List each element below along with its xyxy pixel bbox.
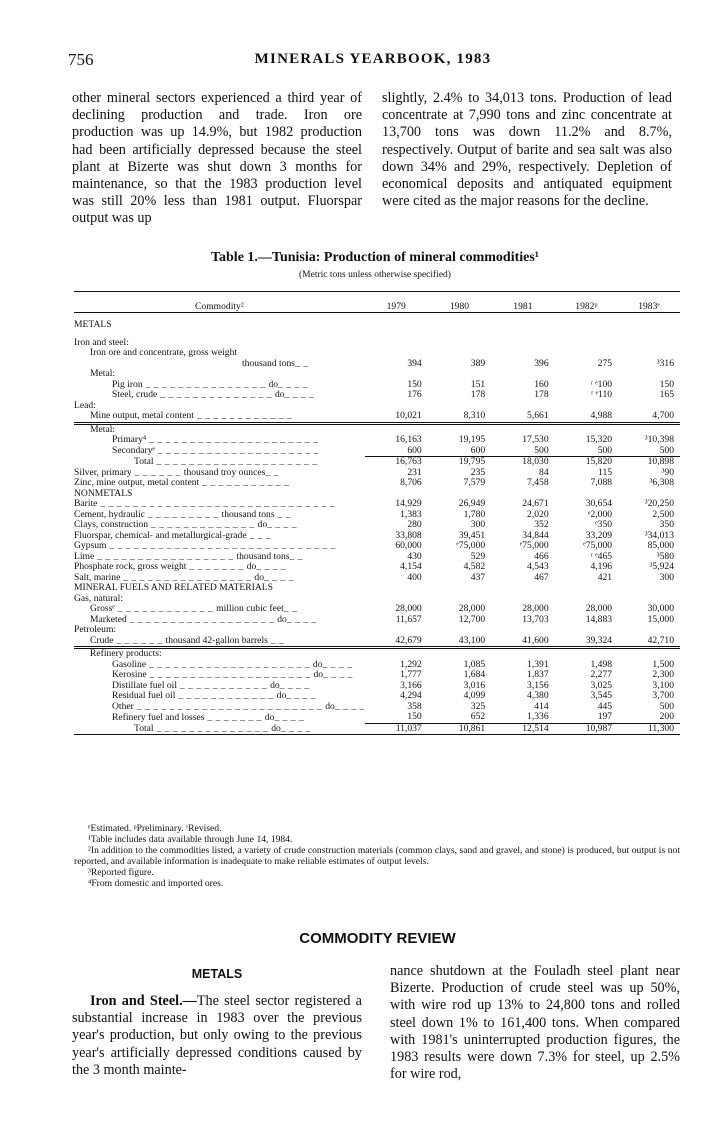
table-cell: 4,988 bbox=[590, 410, 613, 421]
table-cell: 4,582 bbox=[463, 561, 486, 572]
table-cell: 12,700 bbox=[458, 613, 486, 625]
table-cell: 3,166 bbox=[400, 679, 422, 691]
table-cell: 500 bbox=[659, 700, 674, 712]
table-cell: 30,000 bbox=[647, 603, 674, 614]
table-cell: 4,154 bbox=[400, 561, 422, 572]
table-cell: 394 bbox=[407, 357, 422, 369]
table-cell: 350 bbox=[659, 519, 674, 530]
table-row: Pig iron _ _ _ _ _ _ _ _ _ _ _ _ _ _ _ do_ _ _ _ 150 151 160 ʳ ᵉ100 150 bbox=[74, 380, 680, 391]
table-cell: 4,294 bbox=[400, 690, 422, 701]
table-cell: 12,514 bbox=[522, 722, 549, 734]
table-cell: 3,156 bbox=[527, 679, 549, 691]
table-cell: 11,300 bbox=[647, 722, 674, 734]
table-cell: 30,654 bbox=[585, 498, 613, 509]
table-cell: 3,100 bbox=[652, 679, 674, 691]
table-cell: 2,300 bbox=[652, 669, 674, 680]
table-cell: 400 bbox=[407, 571, 422, 583]
production-table bbox=[74, 291, 680, 735]
table-cell: 1,780 bbox=[463, 508, 486, 520]
table-cell: 500 bbox=[597, 444, 613, 456]
table-cell: ʳ ᵉ465 bbox=[590, 550, 613, 562]
table-cell: 414 bbox=[534, 700, 549, 712]
table-cell: 1,391 bbox=[527, 658, 549, 670]
review-right-text: nance shutdown at the Fouladh steel plant near Bizerte. Production of crude steel was up 50%, with wire rod up 13% to 24,800 tons and rolled steel down 1% to 161,400 tons. When compared with 1981's uninterrupted production figures, the 1983 results were down 7.3% for steel, up 2.5% for wire rod, bbox=[390, 963, 680, 1083]
table-row: Iron ore and concentrate, gross weight bbox=[90, 347, 238, 358]
table-row: Primary⁴ _ _ _ _ _ _ _ _ _ _ _ _ _ _ _ _ _ _ _ _ _ 16,163 19,195 17,530 15,320 ³10,398 bbox=[74, 435, 680, 446]
table-cell: 7,458 bbox=[527, 477, 549, 488]
table-cell: 85,000 bbox=[647, 540, 674, 551]
table-cell: 3,545 bbox=[590, 690, 613, 701]
table-cell: 14,929 bbox=[395, 498, 422, 509]
table-cell: 300 bbox=[470, 519, 486, 530]
table-cell: 42,679 bbox=[395, 634, 422, 646]
table-cell: 33,808 bbox=[395, 529, 422, 541]
table-row: Gypsum _ _ _ _ _ _ _ _ _ _ _ _ _ _ _ _ _ _ _ _ _ _ _ _ _ _ _ _ 60,000 ᵉ75,000 ᵉ75,000 ᵉ75,000 85,000 bbox=[74, 541, 680, 552]
table-cell: 2,020 bbox=[527, 508, 549, 520]
table-row: Metal: bbox=[90, 368, 116, 379]
table-row: Total _ _ _ _ _ _ _ _ _ _ _ _ _ _ _ _ _ _ _ _ 16,763 19,795 18,030 15,820 10,898 bbox=[74, 457, 680, 468]
table-cell: 231 bbox=[407, 466, 422, 478]
table-row: Other _ _ _ _ _ _ _ _ _ _ _ _ _ _ _ _ _ _ _ _ _ _ _ do_ _ _ _ 358 325 414 445 500 bbox=[74, 702, 680, 713]
table-cell: 358 bbox=[407, 700, 422, 712]
table-row: Distillate fuel oil _ _ _ _ _ _ _ _ _ _ _ do_ _ _ _ 3,166 3,016 3,156 3,025 3,100 bbox=[74, 681, 680, 692]
table-row: Zinc, mine output, metal content _ _ _ _ _ _ _ _ _ _ _ 8,706 7,579 7,458 7,088 ³6,308 bbox=[74, 478, 680, 489]
table-cell: 39,451 bbox=[458, 529, 486, 541]
table-cell: 1,837 bbox=[527, 669, 549, 680]
table-row: Kerosine _ _ _ _ _ _ _ _ _ _ _ _ _ _ _ _ _ _ _ _ do_ _ _ _ 1,777 1,684 1,837 2,277 2,300 bbox=[74, 670, 680, 681]
table-cell: ³90 bbox=[661, 466, 674, 478]
table-row: Marketed _ _ _ _ _ _ _ _ _ _ _ _ _ _ _ _ _ _ do_ _ _ _ 11,657 12,700 13,703 14,883 15,000 bbox=[74, 615, 680, 626]
table-cell: 150 bbox=[659, 378, 674, 390]
table-cell: 15,320 bbox=[585, 434, 613, 445]
table-cell: 43,100 bbox=[458, 634, 486, 646]
col-commodity: Commodity² bbox=[74, 292, 365, 313]
table-row: Refinery products: bbox=[90, 648, 162, 659]
table-row: Total _ _ _ _ _ _ _ _ _ _ _ _ _ _ do_ _ _ _ 11,037 10,861 12,514 10,987 11,300 bbox=[74, 724, 680, 735]
table-cell: ³6,308 bbox=[649, 477, 674, 488]
table-cell: 28,000 bbox=[522, 603, 549, 614]
table-cell: 300 bbox=[659, 571, 674, 583]
table-row: Crude _ _ _ _ _ _ thousand 42-gallon barrels _ _ 42,679 43,100 41,600 39,324 42,710 bbox=[74, 636, 680, 648]
table-cell: 84 bbox=[539, 466, 549, 478]
table-cell: 445 bbox=[597, 700, 613, 712]
section-fuels: MINERAL FUELS AND RELATED MATERIALS bbox=[74, 582, 273, 593]
table-cell: 28,000 bbox=[458, 603, 486, 614]
table-cell: 115 bbox=[598, 466, 613, 478]
table-row: Mine output, metal content _ _ _ _ _ _ _ _ _ _ _ _ 10,021 8,310 5,661 4,988 4,700 bbox=[74, 411, 680, 423]
table-cell: ³20,250 bbox=[644, 498, 674, 509]
table-cell: 1,777 bbox=[400, 669, 422, 680]
table-cell: ³10,398 bbox=[644, 434, 674, 445]
table-cell: 197 bbox=[597, 711, 613, 722]
table-cell: 16,163 bbox=[395, 434, 422, 445]
table-cell: 10,861 bbox=[458, 722, 486, 734]
table-cell: 1,684 bbox=[463, 669, 486, 680]
table-footnotes bbox=[74, 823, 680, 889]
page-header bbox=[68, 50, 678, 70]
table-cell: 178 bbox=[470, 389, 486, 400]
section-heading: COMMODITY REVIEW bbox=[299, 930, 456, 947]
table-caption: Table 1.—Tunisia: Production of mineral commodities¹ bbox=[210, 250, 540, 265]
table-cell: 2,500 bbox=[652, 508, 674, 520]
table-cell: 352 bbox=[534, 519, 549, 530]
table-cell: 4,196 bbox=[590, 561, 613, 572]
table-cell: 10,898 bbox=[647, 456, 674, 467]
footnote-3: ³Reported figure. bbox=[88, 867, 154, 878]
table-cell: 176 bbox=[407, 389, 422, 400]
table-row: thousand tons_ _ 394 389 396 275 ³316 bbox=[74, 359, 680, 370]
table-cell: 11,657 bbox=[395, 613, 422, 625]
table-cell: 41,600 bbox=[522, 634, 549, 646]
col-1983: 1983ᵉ bbox=[618, 292, 680, 313]
table-cell: ʳ ᵉ110 bbox=[591, 389, 613, 400]
table-row: Barite _ _ _ _ _ _ _ _ _ _ _ _ _ _ _ _ _ _ _ _ _ _ _ _ _ _ _ _ _ 14,929 26,949 24,671 30,654 ³20,250 bbox=[74, 499, 680, 510]
table-cell: 466 bbox=[534, 550, 549, 562]
table-cell: ᵉ75,000 bbox=[583, 540, 613, 551]
intro-right-text: slightly, 2.4% to 34,013 tons. Production of lead concentrate at 7,990 tons and zinc concentrate at 13,700 tons was down 11.2% and 8.7%, respectively. Output of barite and sea salt was also down 34% and 29%, respectively. Depletion of economical deposits and antiquated equipment were cited as the major reasons for the decline. bbox=[382, 90, 672, 210]
table-cell: 15,000 bbox=[647, 613, 674, 625]
table-cell: 10,987 bbox=[585, 722, 613, 734]
table-cell: 15,820 bbox=[585, 456, 613, 467]
table-cell: 160 bbox=[534, 378, 549, 390]
review-left-text: Iron and Steel.—The steel sector registered a substantial increase in 1983 over the previous year's production, but only owing to the previous year's artificially depressed conditions caused by the 3 month mainte- bbox=[72, 993, 362, 1078]
table-cell: 4,099 bbox=[463, 690, 486, 701]
table-cell: 28,000 bbox=[585, 603, 613, 614]
table-row: Lead: bbox=[74, 399, 96, 411]
table-cell: 178 bbox=[534, 389, 549, 400]
table-cell: 396 bbox=[534, 357, 549, 369]
table-row: Fluorspar, chemical- and metallurgical-grade _ _ _ 33,808 39,451 34,844 33,209 ³34,013 bbox=[74, 531, 680, 542]
table-cell: 2,277 bbox=[590, 669, 613, 680]
table-row: Metal: bbox=[90, 423, 116, 435]
table-cell: ᵉ2,000 bbox=[588, 508, 613, 520]
table-cell: 165 bbox=[659, 389, 674, 400]
footnote-4: ⁴From domestic and imported ores. bbox=[88, 878, 224, 889]
table-cell: 11,037 bbox=[395, 722, 422, 734]
table-cell: 600 bbox=[407, 444, 422, 456]
col-1979: 1979 bbox=[365, 292, 428, 313]
table-cell: 421 bbox=[597, 571, 613, 583]
table-row: Residual fuel oil _ _ _ _ _ _ _ _ _ _ _ _ do_ _ _ _ 4,294 4,099 4,380 3,545 3,700 bbox=[74, 691, 680, 702]
footnote-1: ¹Table includes data available through June 14, 1984. bbox=[88, 834, 293, 845]
table-row: Refinery fuel and losses _ _ _ _ _ _ _ do_ _ _ _ 150 652 1,336 197 200 bbox=[74, 712, 680, 723]
table-cell: 275 bbox=[597, 357, 613, 369]
table-cell: 3,700 bbox=[652, 690, 674, 701]
table-cell: 430 bbox=[407, 550, 422, 562]
table-cell: 42,710 bbox=[647, 634, 674, 646]
table-cell: 13,703 bbox=[522, 613, 549, 625]
table-cell: ᵉ75,000 bbox=[519, 540, 549, 551]
table-cell: 467 bbox=[534, 571, 549, 583]
table-cell: 33,209 bbox=[585, 529, 613, 541]
footnote-2: ²In addition to the commodities listed, a variety of crude construction materials (common clays, sand and gravel, and stone) is produced, but output is not reported, and available information is inadequate to make reliable estimates of output levels. bbox=[74, 845, 680, 867]
table-cell: 4,700 bbox=[652, 410, 674, 421]
table-row: Iron and steel: bbox=[74, 336, 129, 348]
table-cell: 500 bbox=[534, 444, 549, 456]
table-cell: 600 bbox=[470, 444, 486, 456]
table-cell: 14,883 bbox=[585, 613, 613, 625]
table-cell: 235 bbox=[470, 466, 486, 478]
table-cell: ᵉ75,000 bbox=[456, 540, 486, 551]
table-cell: 325 bbox=[470, 700, 486, 712]
table-cell: 4,380 bbox=[527, 690, 549, 701]
table-row: Phosphate rock, gross weight _ _ _ _ _ _ _ do_ _ _ _ 4,154 4,582 4,543 4,196 ³5,924 bbox=[74, 562, 680, 573]
table-cell: 150 bbox=[407, 378, 422, 390]
table-cell: 1,383 bbox=[400, 508, 422, 520]
review-right-column bbox=[390, 963, 680, 1083]
subsection-heading: METALS bbox=[191, 967, 243, 981]
table-row: Clays, construction _ _ _ _ _ _ _ _ _ _ _ _ _ do_ _ _ _ 280 300 352 ᵉ350 350 bbox=[74, 520, 680, 531]
table-cell: 60,000 bbox=[395, 540, 422, 551]
table-cell: ³5,924 bbox=[649, 561, 674, 572]
table-cell: 24,671 bbox=[522, 498, 549, 509]
page-number: 756 bbox=[68, 50, 94, 69]
review-left-column bbox=[72, 993, 362, 1079]
table-cell: 8,706 bbox=[400, 477, 422, 488]
table-row: Salt, marine _ _ _ _ _ _ _ _ _ _ _ _ _ _ _ _ do_ _ _ _ 400 437 467 421 300 bbox=[74, 573, 680, 584]
table-cell: ᵉ350 bbox=[595, 519, 613, 530]
col-1980: 1980 bbox=[428, 292, 491, 313]
table-cell: ʳ ᵉ100 bbox=[590, 378, 613, 390]
table-cell: 1,336 bbox=[527, 711, 549, 722]
table-cell: 7,088 bbox=[590, 477, 613, 488]
footnote-legend: ᵉEstimated. ᵖPreliminary. ʳRevised. bbox=[88, 823, 222, 834]
table-cell: ³580 bbox=[656, 550, 674, 562]
table-cell: 529 bbox=[470, 550, 486, 562]
table-cell: ³316 bbox=[656, 357, 674, 369]
table-row: Cement, hydraulic _ _ _ _ _ _ _ _ _ thousand tons _ _ 1,383 1,780 2,020 ᵉ2,000 2,500 bbox=[74, 510, 680, 521]
table-row: Grossᵉ _ _ _ _ _ _ _ _ _ _ _ _ million cubic feet_ _ 28,000 28,000 28,000 28,000 30,000 bbox=[74, 604, 680, 615]
table-cell: 652 bbox=[470, 711, 486, 722]
table-cell: 280 bbox=[407, 519, 422, 530]
table-cell: 200 bbox=[659, 711, 674, 722]
table-cell: 3,016 bbox=[463, 679, 486, 691]
table-cell: 8,310 bbox=[463, 410, 486, 421]
table-cell: 16,763 bbox=[395, 456, 422, 467]
table-cell: 18,030 bbox=[522, 456, 549, 467]
table-cell: ³34,013 bbox=[644, 529, 674, 541]
table-cell: 10,021 bbox=[395, 410, 422, 421]
section-metals: METALS bbox=[74, 319, 112, 330]
table-cell: 28,000 bbox=[395, 603, 422, 614]
table-row: Gas, natural: bbox=[74, 592, 124, 604]
table-cell: 5,661 bbox=[527, 410, 549, 421]
table-row: Gasoline _ _ _ _ _ _ _ _ _ _ _ _ _ _ _ _ _ _ _ _ do_ _ _ _ 1,292 1,085 1,391 1,498 1,500 bbox=[74, 660, 680, 671]
intro-left-text: other mineral sectors experienced a third year of declining production and trade. Iron ore production was up 14.9%, but 1982 production had been artificially depressed because the steel plant at Bizerte was shut down 3 months for maintenance, so that the 1983 production level was still 20% less than 1981 output. Fluorspar output was up bbox=[72, 90, 362, 227]
table-cell: 389 bbox=[470, 357, 486, 369]
table-cell: 39,324 bbox=[585, 634, 613, 646]
table-subcaption: (Metric tons unless otherwise specified) bbox=[299, 270, 451, 280]
table-cell: 7,579 bbox=[463, 477, 486, 488]
col-1982: 1982ᵖ bbox=[555, 292, 618, 313]
table-cell: 500 bbox=[659, 444, 674, 456]
table-cell: 1,085 bbox=[463, 658, 486, 670]
table-cell: 151 bbox=[470, 378, 486, 390]
table-cell: 1,498 bbox=[590, 658, 613, 670]
table-cell: 26,949 bbox=[458, 498, 486, 509]
table-cell: 34,844 bbox=[522, 529, 549, 541]
table-cell: 1,292 bbox=[400, 658, 422, 670]
table-cell: 17,530 bbox=[522, 434, 549, 445]
col-1981: 1981 bbox=[491, 292, 554, 313]
intro-right-column bbox=[382, 90, 672, 210]
table-cell: 150 bbox=[407, 711, 422, 722]
table-row: Silver, primary _ _ _ _ _ _ thousand troy ounces_ _ 231 235 84 115 ³90 bbox=[74, 468, 680, 479]
table-cell: 437 bbox=[470, 571, 486, 583]
run-in-heading: Iron and Steel.— bbox=[90, 993, 197, 1009]
table-header-row bbox=[74, 292, 680, 313]
table-row: Steel, crude _ _ _ _ _ _ _ _ _ _ _ _ _ _ do_ _ _ _ 176 178 178 ʳ ᵉ110 165 bbox=[74, 390, 680, 401]
table-row: Petroleum: bbox=[74, 624, 117, 635]
intro-left-column bbox=[72, 90, 362, 228]
table-cell: 19,195 bbox=[458, 434, 486, 445]
table-cell: 19,795 bbox=[458, 456, 486, 467]
table-cell: 4,543 bbox=[527, 561, 549, 572]
table-row: Secondaryᵉ _ _ _ _ _ _ _ _ _ _ _ _ _ _ _ _ _ _ _ _ 600 600 500 500 500 bbox=[74, 446, 680, 457]
running-title: MINERALS YEARBOOK, 1983 bbox=[254, 51, 492, 67]
section-nonmetals: NONMETALS bbox=[74, 487, 133, 499]
table-cell: 3,025 bbox=[590, 679, 613, 691]
table-cell: 1,500 bbox=[652, 658, 674, 670]
table-row: Lime _ _ _ _ _ _ _ _ _ _ _ _ _ _ _ _ _ thousand tons_ _ 430 529 466 ʳ ᵉ465 ³580 bbox=[74, 552, 680, 563]
